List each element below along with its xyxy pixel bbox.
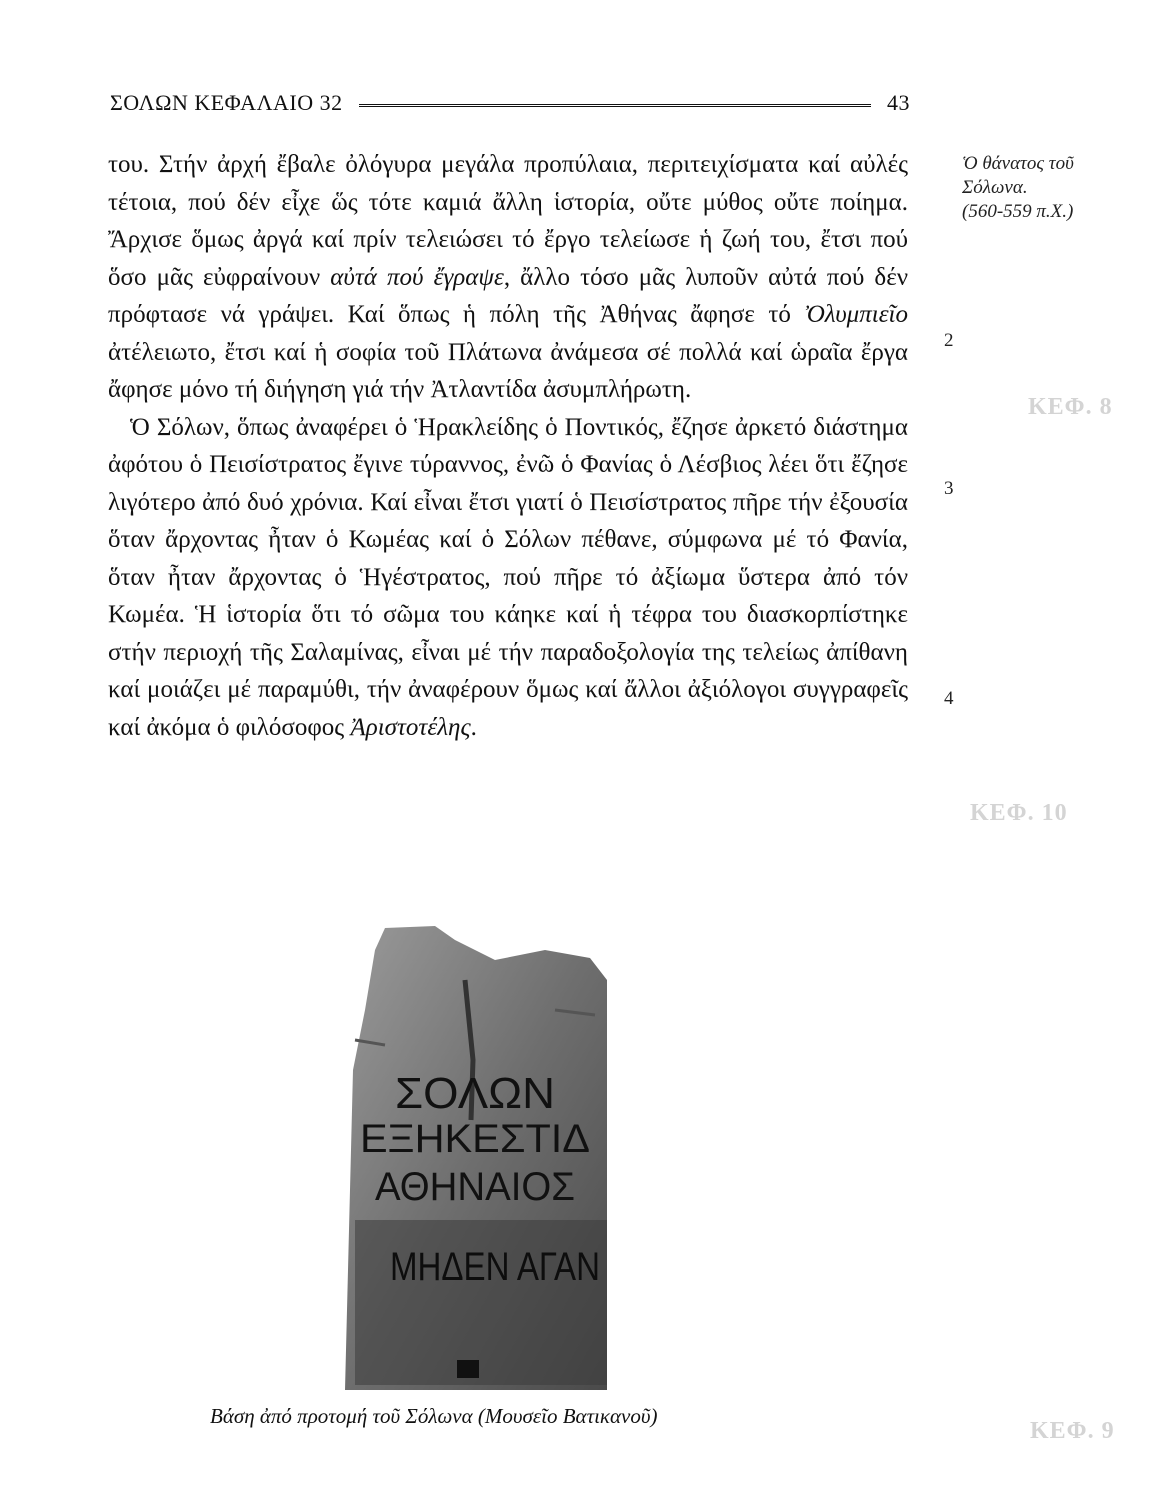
chapter-title: ΣΟΛΩΝ ΚΕΦΑΛΑΙΟ 32 [110,90,343,115]
running-head [110,86,910,120]
italic-aristotle: Ἀριστοτέλης [350,713,471,741]
inscription-line-3: ΑΘΗΝΑΙΟΣ [375,1165,575,1209]
inscription-line-1: ΣΟΛΩΝ [395,1069,555,1118]
bust-base-photo [345,920,615,1390]
paragraph-number-2: 2 [944,330,954,351]
inscription-line-2: ΕΞΗΚΕΣΤΙΔ [360,1117,590,1161]
header-rule [359,104,871,107]
margin-note: Ὁ θάνατος τοῦ Σόλωνα. (560-559 π.Χ.) [962,153,1074,222]
italic-olympieion: Ὀλυμπιεῖο [804,301,908,328]
bleed-through-kef10: ΚΕΦ. 10 [970,800,1068,826]
inscription-line-4: ΜΗΔΕΝ ΑΓΑΝ [390,1245,600,1289]
photo-caption: Βάση ἀπό προτομή τοῦ Σόλωνα (Μουσεῖο Βατικανοῦ) [210,1404,658,1428]
italic-phrase: αὐτά πού ἔγραψε [330,263,504,291]
page-number: 43 [887,90,910,115]
paragraph-2: Ὁ Σόλων, ὅπως ἀναφέρει ὁ Ἡρακλείδης ὁ Ποντικός, ἔζησε ἀρκετό διάστημα ἀφότου ὁ Πεισίστρατος ἔγινε τύραννος, ἐνῶ ὁ Φανίας ὁ Λέσβιος λέει ὅτι ἔζησε λιγότερο ἀπό δυό χρόνια. Καί εἶναι ἔτσι γιατί ὁ Πεισίστρατος πῆρε τήν ἐξουσία ὅταν ἄρχοντας ἦταν ὁ Κωμέας καί ὁ Σόλων πέθανε, σύμφωνα μέ τό Φανία, ὅταν ἦταν ἄρχοντας ὁ Ἡγέστρατος, πού πῆρε τό ἀξίωμα ὕστερα ἀπό τόν Κωμέα. Ἡ ἱστορία ὅτι τό σῶμα του κάηκε καί ἡ τέφρα του διασκορπίστηκε στήν περιοχή τῆς Σαλαμίνας, εἶναι μέ τήν παραδοξολογία της τελείως ἀπίθανη καί μοιάζει μέ παραμύθι, τήν ἀναφέρουν ὅμως καί ἄλλοι ἀξιόλογοι συγγραφεῖς καί ἀκόμα ὁ φιλόσοφος Ἀριστοτέλης. [108,413,908,741]
body-text [108,146,908,746]
paragraph-1: του. Στήν ἀρχή ἔβαλε ὀλόγυρα μεγάλα προπύλαια, περιτειχίσματα καί αὐλές τέτοια, πού δέν εἶχε ὥς τότε καμιά ἄλλη ἱστορία, οὔτε μύθος οὔτε ποίημα. Ἄρχισε ὅμως ἀργά καί πρίν τελειώσει τό ἔργο τελείωσε ἡ ζωή του, ἔτσι πού ὅσο μᾶς εὐφραίνουν αὐτά πού ἔγραψε, ἄλλο τόσο μᾶς λυποῦν αὐτά πού δέν πρόφτασε νά γράψει. Καί ὅπως ἡ πόλη τῆς Ἀθήνας ἄφησε τό Ὀλυμπιεῖο ἀτέλειωτο, ἔτσι καί ἡ σοφία τοῦ Πλάτωνα ἀνάμεσα σέ πολλά καί ὡραῖα ἔργα ἄφησε μόνο τή διήγηση γιά τήν Ἀτλαντίδα ἀσυμπλήρωτη. [108,151,909,403]
bleed-through-kef8: ΚΕΦ. 8 [1028,394,1113,420]
paragraph-number-3: 3 [944,478,954,499]
paragraph-number-4: 4 [944,688,954,709]
bleed-through-kef9: ΚΕΦ. 9 [1030,1418,1115,1444]
